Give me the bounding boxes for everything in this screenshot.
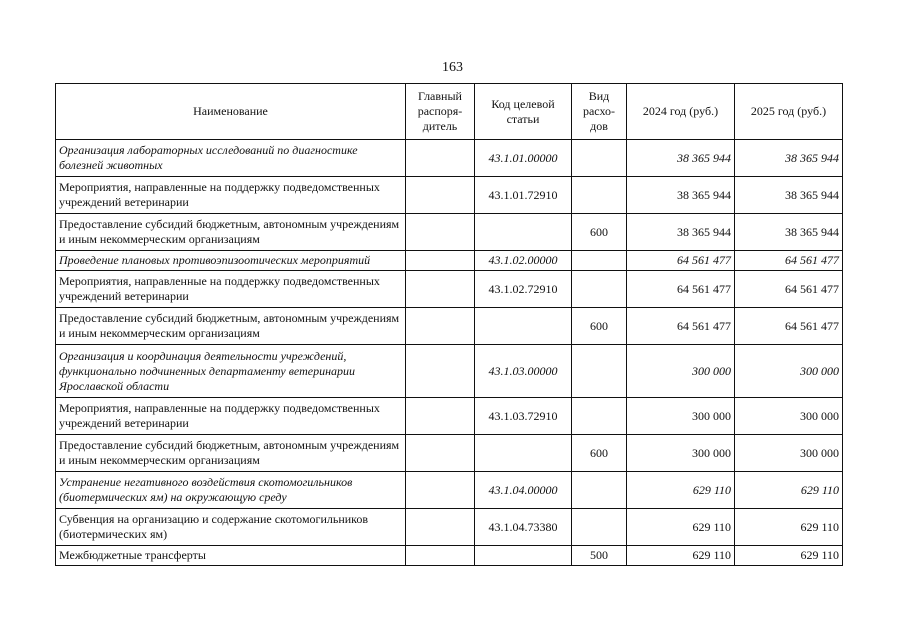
cell-name: Межбюджетные трансферты: [56, 546, 406, 566]
cell-type: [572, 140, 627, 177]
cell-code: [475, 546, 572, 566]
cell-code: 43.1.01.00000: [475, 140, 572, 177]
table-row: [56, 398, 843, 435]
header-code: Код целевой статьи: [475, 84, 572, 140]
cell-2025: 629 110: [735, 546, 843, 566]
cell-name: Проведение плановых противоэпизоотических мероприятий: [56, 251, 406, 271]
cell-2024: 629 110: [627, 472, 735, 509]
cell-type: [572, 271, 627, 308]
cell-name: Предоставление субсидий бюджетным, автономным учреждениям и иным некоммерческим организациям: [56, 214, 406, 251]
cell-admin: [406, 345, 475, 398]
header-type: Вид расхо-дов: [572, 84, 627, 140]
cell-type: 600: [572, 308, 627, 345]
cell-name: Организация лабораторных исследований по диагностике болезней животных: [56, 140, 406, 177]
cell-2025: 300 000: [735, 345, 843, 398]
cell-2024: 629 110: [627, 546, 735, 566]
cell-admin: [406, 177, 475, 214]
cell-name: Предоставление субсидий бюджетным, автономным учреждениям и иным некоммерческим организациям: [56, 308, 406, 345]
cell-2024: 38 365 944: [627, 177, 735, 214]
cell-code: [475, 308, 572, 345]
table-row: [56, 435, 843, 472]
cell-2025: 38 365 944: [735, 214, 843, 251]
cell-admin: [406, 546, 475, 566]
cell-2024: 300 000: [627, 345, 735, 398]
cell-type: [572, 398, 627, 435]
table-row: [56, 214, 843, 251]
cell-code: 43.1.04.73380: [475, 509, 572, 546]
cell-admin: [406, 509, 475, 546]
table-row: [56, 345, 843, 398]
cell-2024: 38 365 944: [627, 140, 735, 177]
cell-name: Предоставление субсидий бюджетным, автономным учреждениям и иным некоммерческим организациям: [56, 435, 406, 472]
cell-code: 43.1.03.00000: [475, 345, 572, 398]
cell-admin: [406, 472, 475, 509]
cell-2025: 64 561 477: [735, 251, 843, 271]
cell-2024: 38 365 944: [627, 214, 735, 251]
cell-type: [572, 345, 627, 398]
cell-2024: 300 000: [627, 435, 735, 472]
cell-type: [572, 251, 627, 271]
cell-2025: 64 561 477: [735, 271, 843, 308]
cell-code: 43.1.02.00000: [475, 251, 572, 271]
table-header-row: [56, 84, 843, 140]
cell-name: Субвенция на организацию и содержание скотомогильников (биотермических ям): [56, 509, 406, 546]
cell-2025: 64 561 477: [735, 308, 843, 345]
table-row: [56, 308, 843, 345]
cell-type: 500: [572, 546, 627, 566]
table-row: [56, 509, 843, 546]
cell-2024: 300 000: [627, 398, 735, 435]
page-number: 163: [442, 60, 463, 75]
table-row: [56, 546, 843, 566]
cell-code: 43.1.01.72910: [475, 177, 572, 214]
cell-admin: [406, 398, 475, 435]
cell-admin: [406, 251, 475, 271]
cell-2025: 300 000: [735, 435, 843, 472]
cell-type: [572, 472, 627, 509]
cell-2024: 64 561 477: [627, 271, 735, 308]
cell-type: 600: [572, 435, 627, 472]
cell-type: 600: [572, 214, 627, 251]
cell-name: Устранение негативного воздействия скотомогильников (биотермических ям) на окружающую среду: [56, 472, 406, 509]
cell-admin: [406, 214, 475, 251]
cell-2024: 629 110: [627, 509, 735, 546]
cell-code: 43.1.04.00000: [475, 472, 572, 509]
table-row: [56, 251, 843, 271]
cell-admin: [406, 435, 475, 472]
header-2025: 2025 год (руб.): [735, 84, 843, 140]
cell-name: Мероприятия, направленные на поддержку подведомственных учреждений ветеринарии: [56, 271, 406, 308]
cell-2024: 64 561 477: [627, 308, 735, 345]
cell-name: Организация и координация деятельности учреждений, функционально подчиненных департаменту ветеринарии Ярославской области: [56, 345, 406, 398]
cell-2025: 629 110: [735, 509, 843, 546]
cell-code: 43.1.02.72910: [475, 271, 572, 308]
table-row: [56, 140, 843, 177]
header-2024: 2024 год (руб.): [627, 84, 735, 140]
header-admin: Главный распоря-дитель: [406, 84, 475, 140]
cell-type: [572, 177, 627, 214]
header-name: Наименование: [56, 84, 406, 140]
cell-name: Мероприятия, направленные на поддержку подведомственных учреждений ветеринарии: [56, 177, 406, 214]
cell-type: [572, 509, 627, 546]
budget-table: [55, 83, 843, 566]
cell-admin: [406, 308, 475, 345]
table-row: [56, 177, 843, 214]
table-row: [56, 271, 843, 308]
cell-name: Мероприятия, направленные на поддержку подведомственных учреждений ветеринарии: [56, 398, 406, 435]
cell-2025: 38 365 944: [735, 140, 843, 177]
cell-code: [475, 214, 572, 251]
cell-2025: 300 000: [735, 398, 843, 435]
table-row: [56, 472, 843, 509]
cell-2025: 629 110: [735, 472, 843, 509]
cell-admin: [406, 140, 475, 177]
cell-admin: [406, 271, 475, 308]
cell-code: [475, 435, 572, 472]
cell-2025: 38 365 944: [735, 177, 843, 214]
cell-code: 43.1.03.72910: [475, 398, 572, 435]
cell-2024: 64 561 477: [627, 251, 735, 271]
